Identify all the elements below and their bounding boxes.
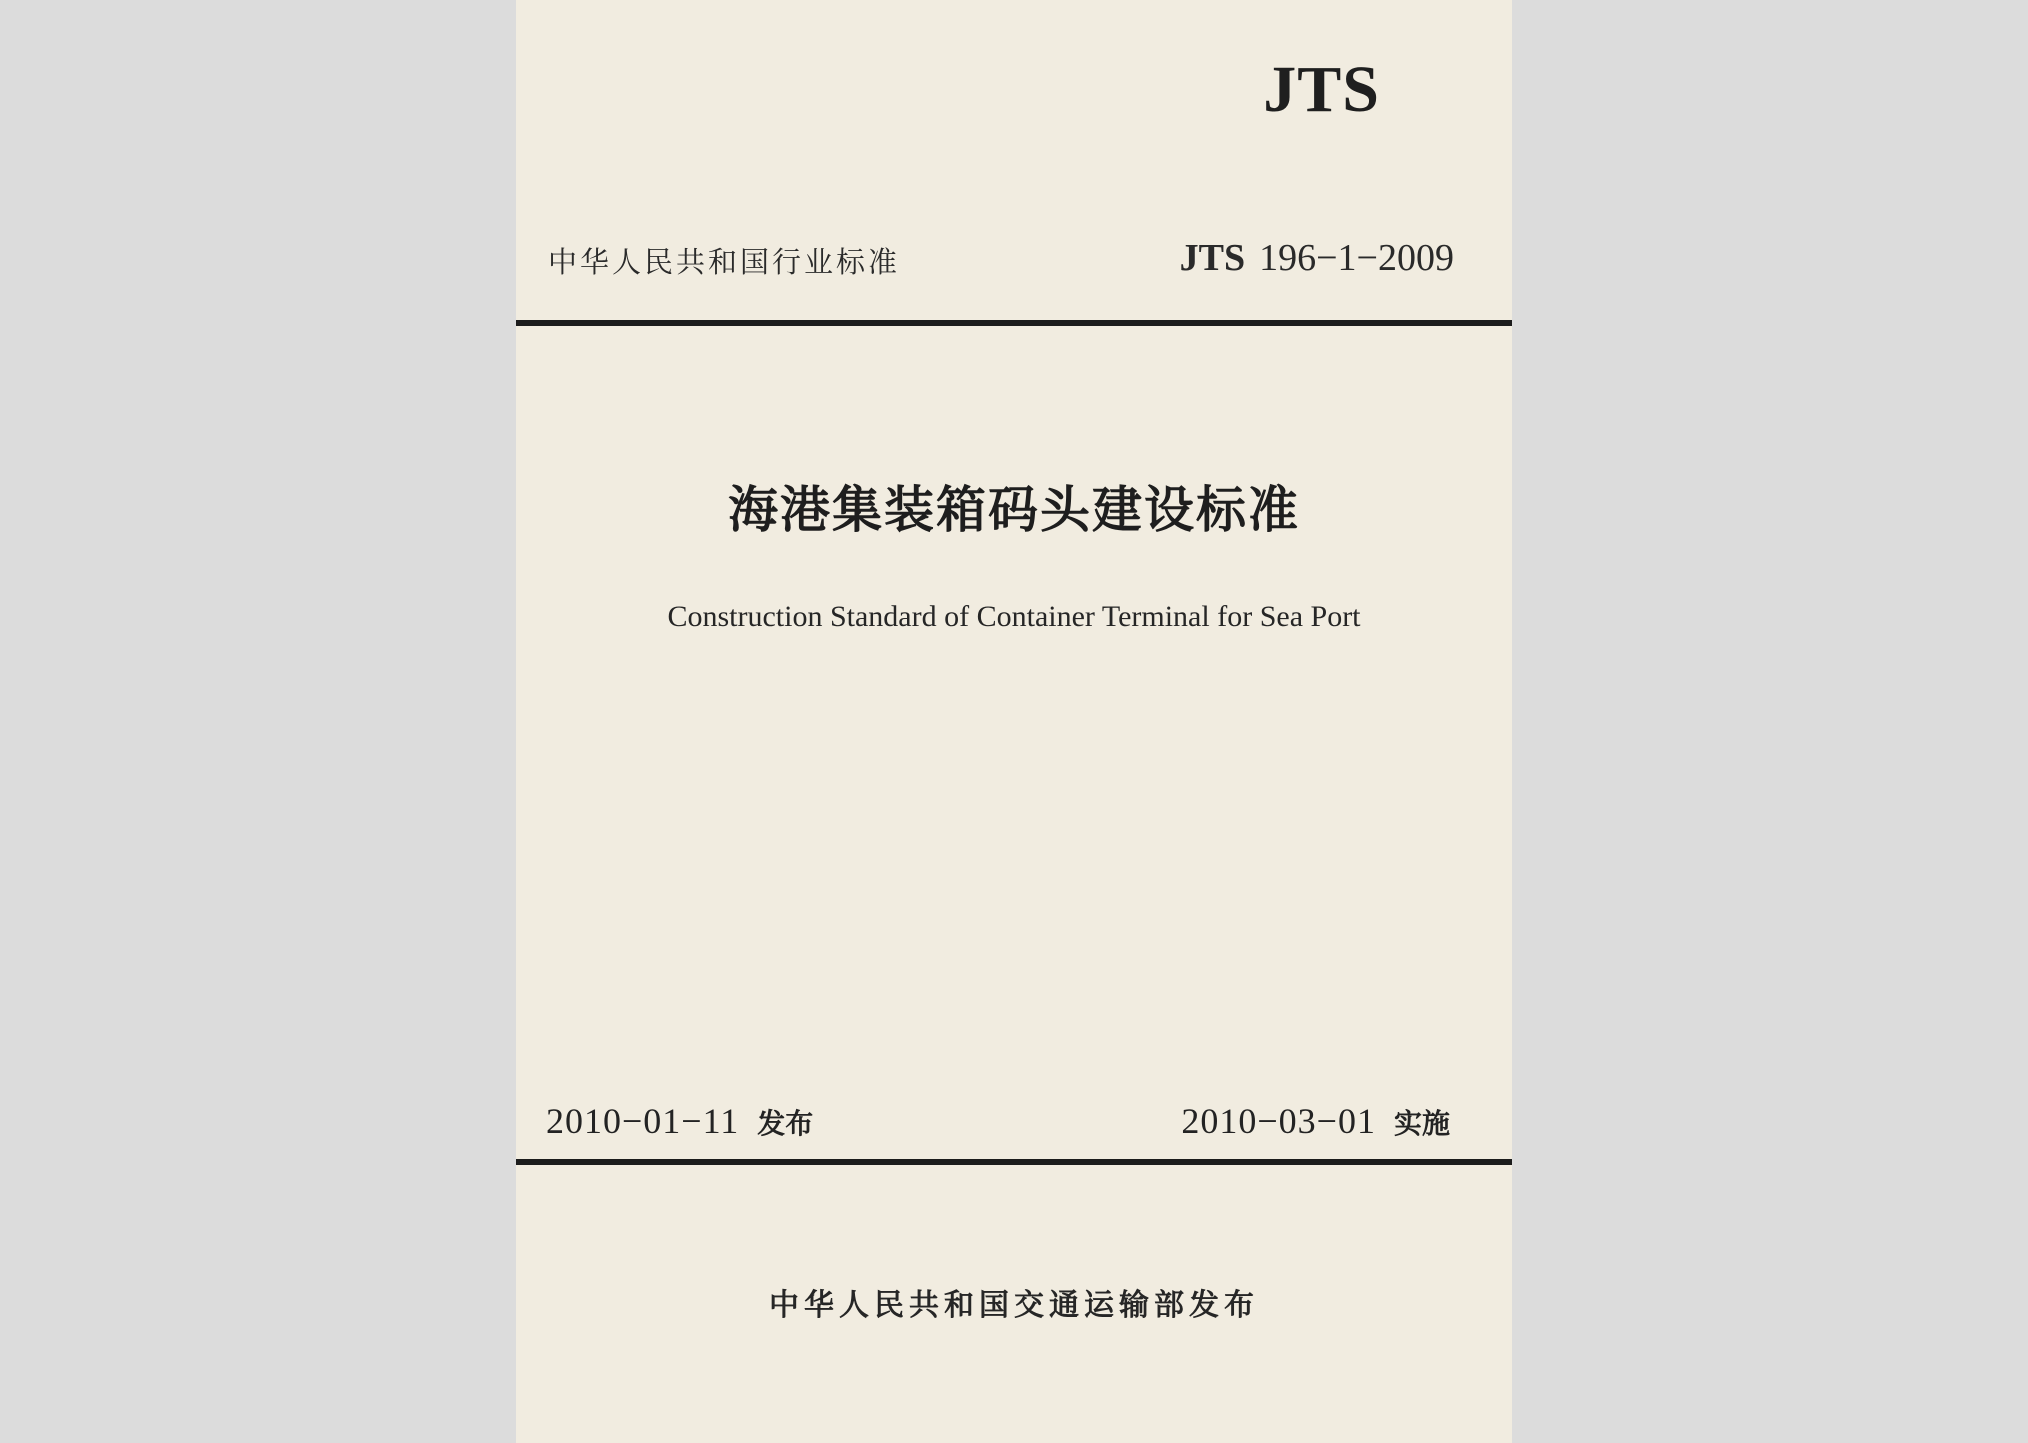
standard-code-number: 196−1−2009: [1259, 237, 1454, 279]
title-english: Construction Standard of Container Terminal for Sea Port: [667, 600, 1361, 633]
standard-code: [1180, 236, 1454, 280]
issue-date-value: 2010−01−11: [546, 1101, 740, 1141]
document-cover: [516, 0, 1512, 1443]
implementation-date-value: 2010−03−01: [1181, 1101, 1376, 1141]
standard-code-prefix: JTS: [1179, 237, 1246, 279]
top-divider: [516, 320, 1512, 326]
header-row: [548, 236, 1454, 284]
issue-date-label: 发布: [757, 1107, 814, 1140]
publisher: 中华人民共和国交通运输部发布: [769, 1288, 1259, 1323]
implementation-date-label: 实施: [1393, 1107, 1450, 1140]
bottom-divider: [516, 1159, 1512, 1165]
dates-row: [546, 1100, 1450, 1144]
issue-date: [546, 1100, 813, 1142]
title-chinese: 海港集装箱码头建设标准: [728, 481, 1300, 539]
industry-standard-label: 中华人民共和国行业标准: [548, 245, 901, 279]
implementation-date: [1181, 1100, 1450, 1142]
series-mark: JTS: [1263, 53, 1380, 126]
